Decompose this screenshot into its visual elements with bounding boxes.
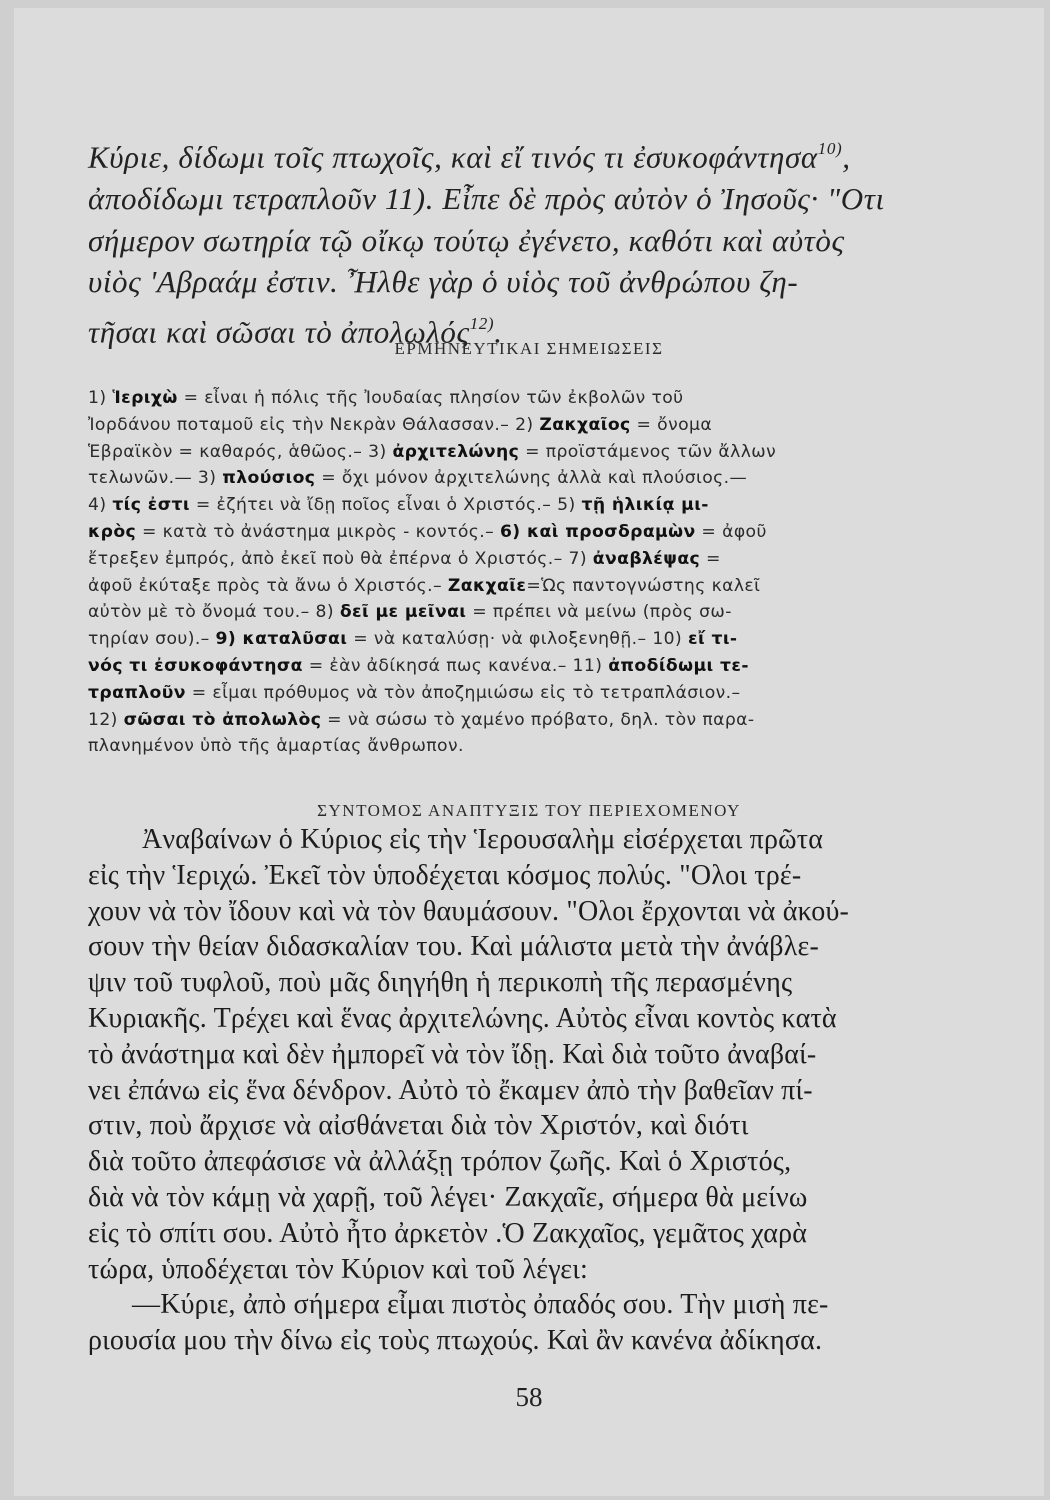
notes-heading: ΕΡΜΗΝΕΥΤΙΚΑΙ ΣΗΜΕΙΩΣΕΙΣ <box>394 339 664 358</box>
summary-line: τὸ ἀνάστημα καὶ δὲν ἠμπορεῖ νὰ τὸν ἴδῃ. Καὶ διὰ τοῦτο ἀναβαί- <box>88 1038 817 1070</box>
book-page <box>14 8 1044 1496</box>
summary-heading: ΣΥΝΤΟΜΟΣ ΑΝΑΠΤΥΞΙΣ ΤΟΥ ΠΕΡΙΕΧΟΜΕΝΟΥ <box>317 801 741 820</box>
summary-body <box>88 822 978 1359</box>
footnote-ref: 10) <box>817 139 843 158</box>
summary-line: διὰ τοῦτο ἀπεφάσισε νὰ ἀλλάξῃ τρόπον ζωῆς. Καὶ ὁ Χριστός, <box>88 1146 792 1178</box>
scripture-line: σήμερον σωτηρία τῷ οἴκῳ τούτῳ ἐγένετο, καθότι καὶ αὐτὸς <box>88 222 845 258</box>
summary-line: νει ἐπάνω εἰς ἕνα δένδρον. Αὐτὸ τὸ ἔκαμεν ἀπὸ τὴν βαθεῖαν πί- <box>88 1074 813 1106</box>
summary-line: ψιν τοῦ τυφλοῦ, ποὺ μᾶς διηγήθη ἡ περικοπὴ τῆς περασμένης <box>88 967 793 999</box>
note-line: Ἰορδάνου ποταμοῦ εἰς τὴν Νεκρὰν Θάλασσαν.– 2) Ζακχαῖος = ὄνομα <box>88 414 713 435</box>
note-line: Ἑβραϊκὸν = καθαρός, ἁθῶος.– 3) ἀρχιτελώνης = προϊστάμενος τῶν ἄλλων <box>88 441 777 462</box>
summary-line: ριουσία μου τὴν δίνω εἰς τοὺς πτωχούς. Καὶ ἂν κανένα ἀδίκησα. <box>88 1325 823 1357</box>
summary-line: χουν νὰ τὸν ἴδουν καὶ νὰ τὸν θαυμάσουν. "Ολοι ἔρχονται νὰ ἀκού- <box>88 895 850 927</box>
summary-line: εἰς τὸ σπίτι σου. Αὐτὸ ἦτο ἀρκετὸν .Ὁ Ζακχαῖος, γεμᾶτος χαρὰ <box>88 1217 808 1249</box>
summary-line: τώρα, ὑποδέχεται τὸν Κύριον καὶ τοῦ λέγει: <box>88 1253 588 1285</box>
page-number: 58 <box>515 1382 543 1412</box>
note-line: νός τι ἐσυκοφάντησα = ἐὰν ἀδίκησά πως κανένα.– 11) ἀποδίδωμι τε- <box>88 655 749 676</box>
summary-line: στιν, ποὺ ἄρχισε νὰ αἰσθάνεται διὰ τὸν Χριστόν, καὶ διότι <box>88 1110 749 1142</box>
note-line: 12) σῶσαι τὸ ἀπολωλὸς = νὰ σώσω τὸ χαμένο πρόβατο, δηλ. τὸν παρα- <box>88 709 755 730</box>
note-line: 4) τίς ἐστι = ἐζήτει νὰ ἴδῃ ποῖος εἶναι ὁ Χριστός.– 5) τῇ ἡλικίᾳ μι- <box>88 495 709 516</box>
note-line: τραπλοῦν = εἶμαι πρόθυμος νὰ τὸν ἀποζημιώσω εἰς τὸ τετραπλάσιον.– <box>88 682 741 703</box>
summary-line: διὰ νὰ τὸν κάμῃ νὰ χαρῇ, τοῦ λέγει· Ζακχαῖε, σήμερα θὰ μείνω <box>88 1181 808 1213</box>
summary-line: εἰς τὴν Ἱεριχώ. Ἐκεῖ τὸν ὑποδέχεται κόσμος πολύς. "Ολοι τρέ- <box>88 859 802 891</box>
scripture-passage <box>88 128 978 353</box>
summary-line: Ἀναβαίνων ὁ Κύριος εἰς τὴν Ἱερουσαλὴμ εἰσέρχεται πρῶτα <box>142 824 824 855</box>
note-line: τελωνῶν.— 3) πλούσιος = ὄχι μόνον ἀρχιτελώνης ἀλλὰ καὶ πλούσιος.— <box>88 468 748 489</box>
note-line: ἀφοῦ ἐκύταξε πρὸς τὰ ἄνω ὁ Χριστός.– Ζακχαῖε=Ὡς παντογνώστης καλεῖ <box>88 575 761 596</box>
scripture-line: υἱὸς 'Αβραάμ ἐστιν. Ἦλθε γὰρ ὁ υἱὸς τοῦ ἀνθρώπου ζη- <box>88 264 799 300</box>
explanatory-notes <box>88 385 978 760</box>
summary-line: Κυριακῆς. Τρέχει καὶ ἕνας ἀρχιτελώνης. Αὐτὸς εἶναι κοντὸς κατὰ <box>88 1002 837 1034</box>
scripture-line: ἀποδίδωμι τετραπλοῦν 11). Εἶπε δὲ πρὸς αὐτὸν ὁ Ἰησοῦς· "Οτι <box>88 181 885 217</box>
note-line: 1) Ἱεριχὼ = εἶναι ἡ πόλις τῆς Ἰουδαίας πλησίον τῶν ἐκβολῶν τοῦ <box>88 388 684 408</box>
summary-line: —Κύριε, ἀπὸ σήμερα εἶμαι πιστὸς ὀπαδός σου. Τὴν μισὴ πε- <box>132 1289 829 1321</box>
note-line: πλανημένον ὑπὸ τῆς ἁμαρτίας ἄνθρωπον. <box>88 736 464 757</box>
note-line: αὐτὸν μὲ τὸ ὄνομά του.– 8) δεῖ με μεῖναι = πρέπει νὰ μείνω (πρὸς σω- <box>88 602 732 623</box>
scripture-line: τῆσαι καὶ σῶσαι τὸ ἀπολωλός$^{12)}$. <box>88 313 503 350</box>
note-line: ἔτρεξεν ἐμπρός, ἀπὸ ἐκεῖ ποὺ θὰ ἐπέρνα ὁ Χριστός.– 7) ἀναβλέψας = <box>88 548 721 569</box>
scripture-line: Κύριε, δίδωμι τοῖς πτωχοῖς, καὶ εἴ τινός τι ἐσυκοφάντησα$^{10)}$, <box>88 139 851 175</box>
note-line: τηρίαν σου).– 9) καταλῦσαι = νὰ καταλύσῃ· νὰ φιλοξενηθῇ.– 10) εἴ τι- <box>88 629 738 650</box>
note-line: κρὸς = κατὰ τὸ ἀνάστημα μικρὸς - κοντός.– 6) καὶ προσδραμὼν = ἀφοῦ <box>88 521 767 542</box>
footnote-ref: 12) <box>469 313 495 333</box>
summary-line: σουν τὴν θείαν διδασκαλίαν του. Καὶ μάλιστα μετὰ τὴν ἀνάβλε- <box>88 931 819 963</box>
